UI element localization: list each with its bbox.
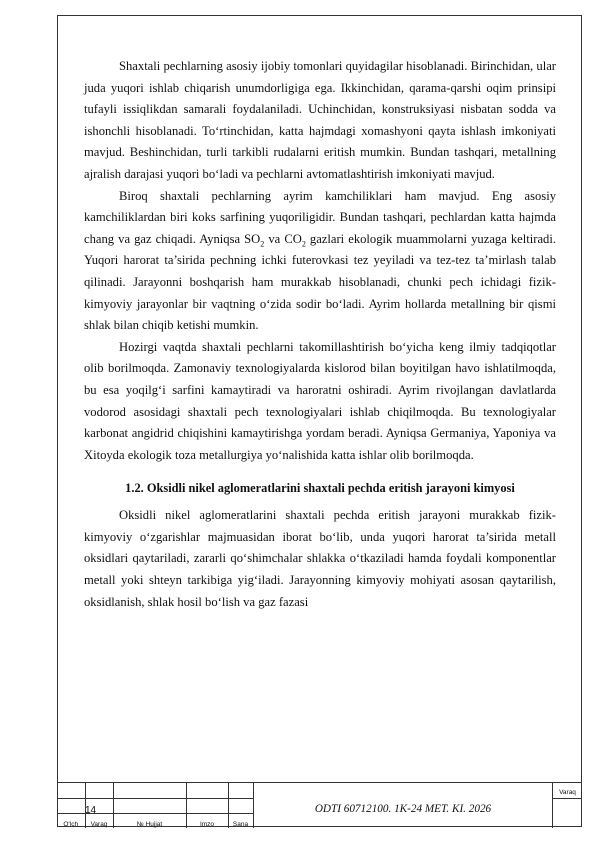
col-olch: O‘lch: [57, 813, 85, 828]
section-heading: 1.2. Oksidli nikel aglomeratlarini shaxtali pechda eritish jarayoni kimyosi: [125, 481, 515, 496]
title-block: [57, 782, 582, 828]
paragraph-disadvantages: Biroq shaxtali pechlarning ayrim kamchiliklari ham mavjud. Eng asosiy kamchiliklardan biri koks sarfining yuqoriligidir. Bundan tashqari, pechlardan katta hajmda chang va gaz chiqadi. Ayniqsa $SO_2$ va $CO_2$ gazlari ekologik muammolarni yuzaga keltiradi. Yuqori harorat ta’sirida pechning ichki futerovkasi tez yeyiladi va tez-tez ta’mirlash talab qilinadi. Jarayonni boshqarish ham murakkab hisoblanadi, chunki pech ichidagi fizik-kimyoviy jarayonlar bir vaqtning o‘zida sodir bo‘ladi. Ayrim hollarda metallning bir qismi shlak bilan chiqib ketishi mumkin.: [84, 188, 556, 333]
col-varaq: Varaq: [85, 813, 113, 828]
col-sana: Sana: [228, 813, 253, 828]
paragraph-advantages: Shaxtali pechlarning asosiy ijobiy tomonlari quyidagilar hisoblanadi. Birinchidan, ular juda yuqori ishlab chiqarish unumdorligiga ega. Ikkinchidan, qarama-qarshi oqim prinsipi tufayli issiqlikdan samarali foydalaniladi. Uchinchidan, konstruksiyasi nisbatan sodda va ishonchli hisoblanadi. To‘rtinchidan, katta hajmdagi xomashyoni qayta ishlash imkoniyati mavjud. Beshinchidan, turli tarkibli rudalarni eritish mumkin. Bundan tashqari, metallning ajralish darajasi yuqori bo‘ladi va pechlarni avtomatlashtirish imkoniyati mavjud.: [84, 59, 556, 181]
page-number: 14: [85, 805, 97, 816]
paragraph-research: Hozirgi vaqtda shaxtali pechlarni takomillashtirish bo‘yicha keng ilmiy tadqiqotlar olib borilmoqda. Zamonaviy texnologiyalarda kislorod bilan boyitilgan havo ishlatilmoqda, bu esa yoqilg‘i sarfini kamaytiradi va haroratni oshiradi. Ayrim rivojlangan davlatlarda vodorod asosidagi shaxtali pech texnologiyalari ishlab chiqilmoqda. Bu texnologiyalar karbonat angidrid chiqishini kamaytirishga yordam beradi. Ayniqsa Germaniya, Yaponiya va Xitoyda ekologik toza metallurgiya yo‘nalishida katta ishlar olib borilmoqda.: [84, 339, 556, 462]
col-imzo: Imzo: [186, 813, 228, 828]
col-hujjat: № Hujjat: [113, 813, 186, 828]
varaq-label: Varaq: [559, 789, 576, 796]
document-body: [84, 56, 556, 613]
document-code: ODTI 60712100. 1K-24 MET. KI. 2026: [253, 783, 553, 828]
varaq-box: [553, 783, 582, 828]
paragraph-section-intro: Oksidli nikel aglomeratlarini shaxtali pechda eritish jarayoni murakkab fizik-kimyoviy o‘zgarishlar majmuasidan iborat bo‘lib, unda yuqori harorat ta’sirida metall oksidlari qaytariladi, zararli qo‘shimchalar shlakka o‘tkaziladi hamda foydali komponentlar metall yoki shteyn tarkibiga yig‘iladi. Jarayonning kimyoviy mohiyati asosan qaytarilish, oksidlanish, shlak hosil bo‘lish va gaz fazasi: [84, 508, 556, 609]
